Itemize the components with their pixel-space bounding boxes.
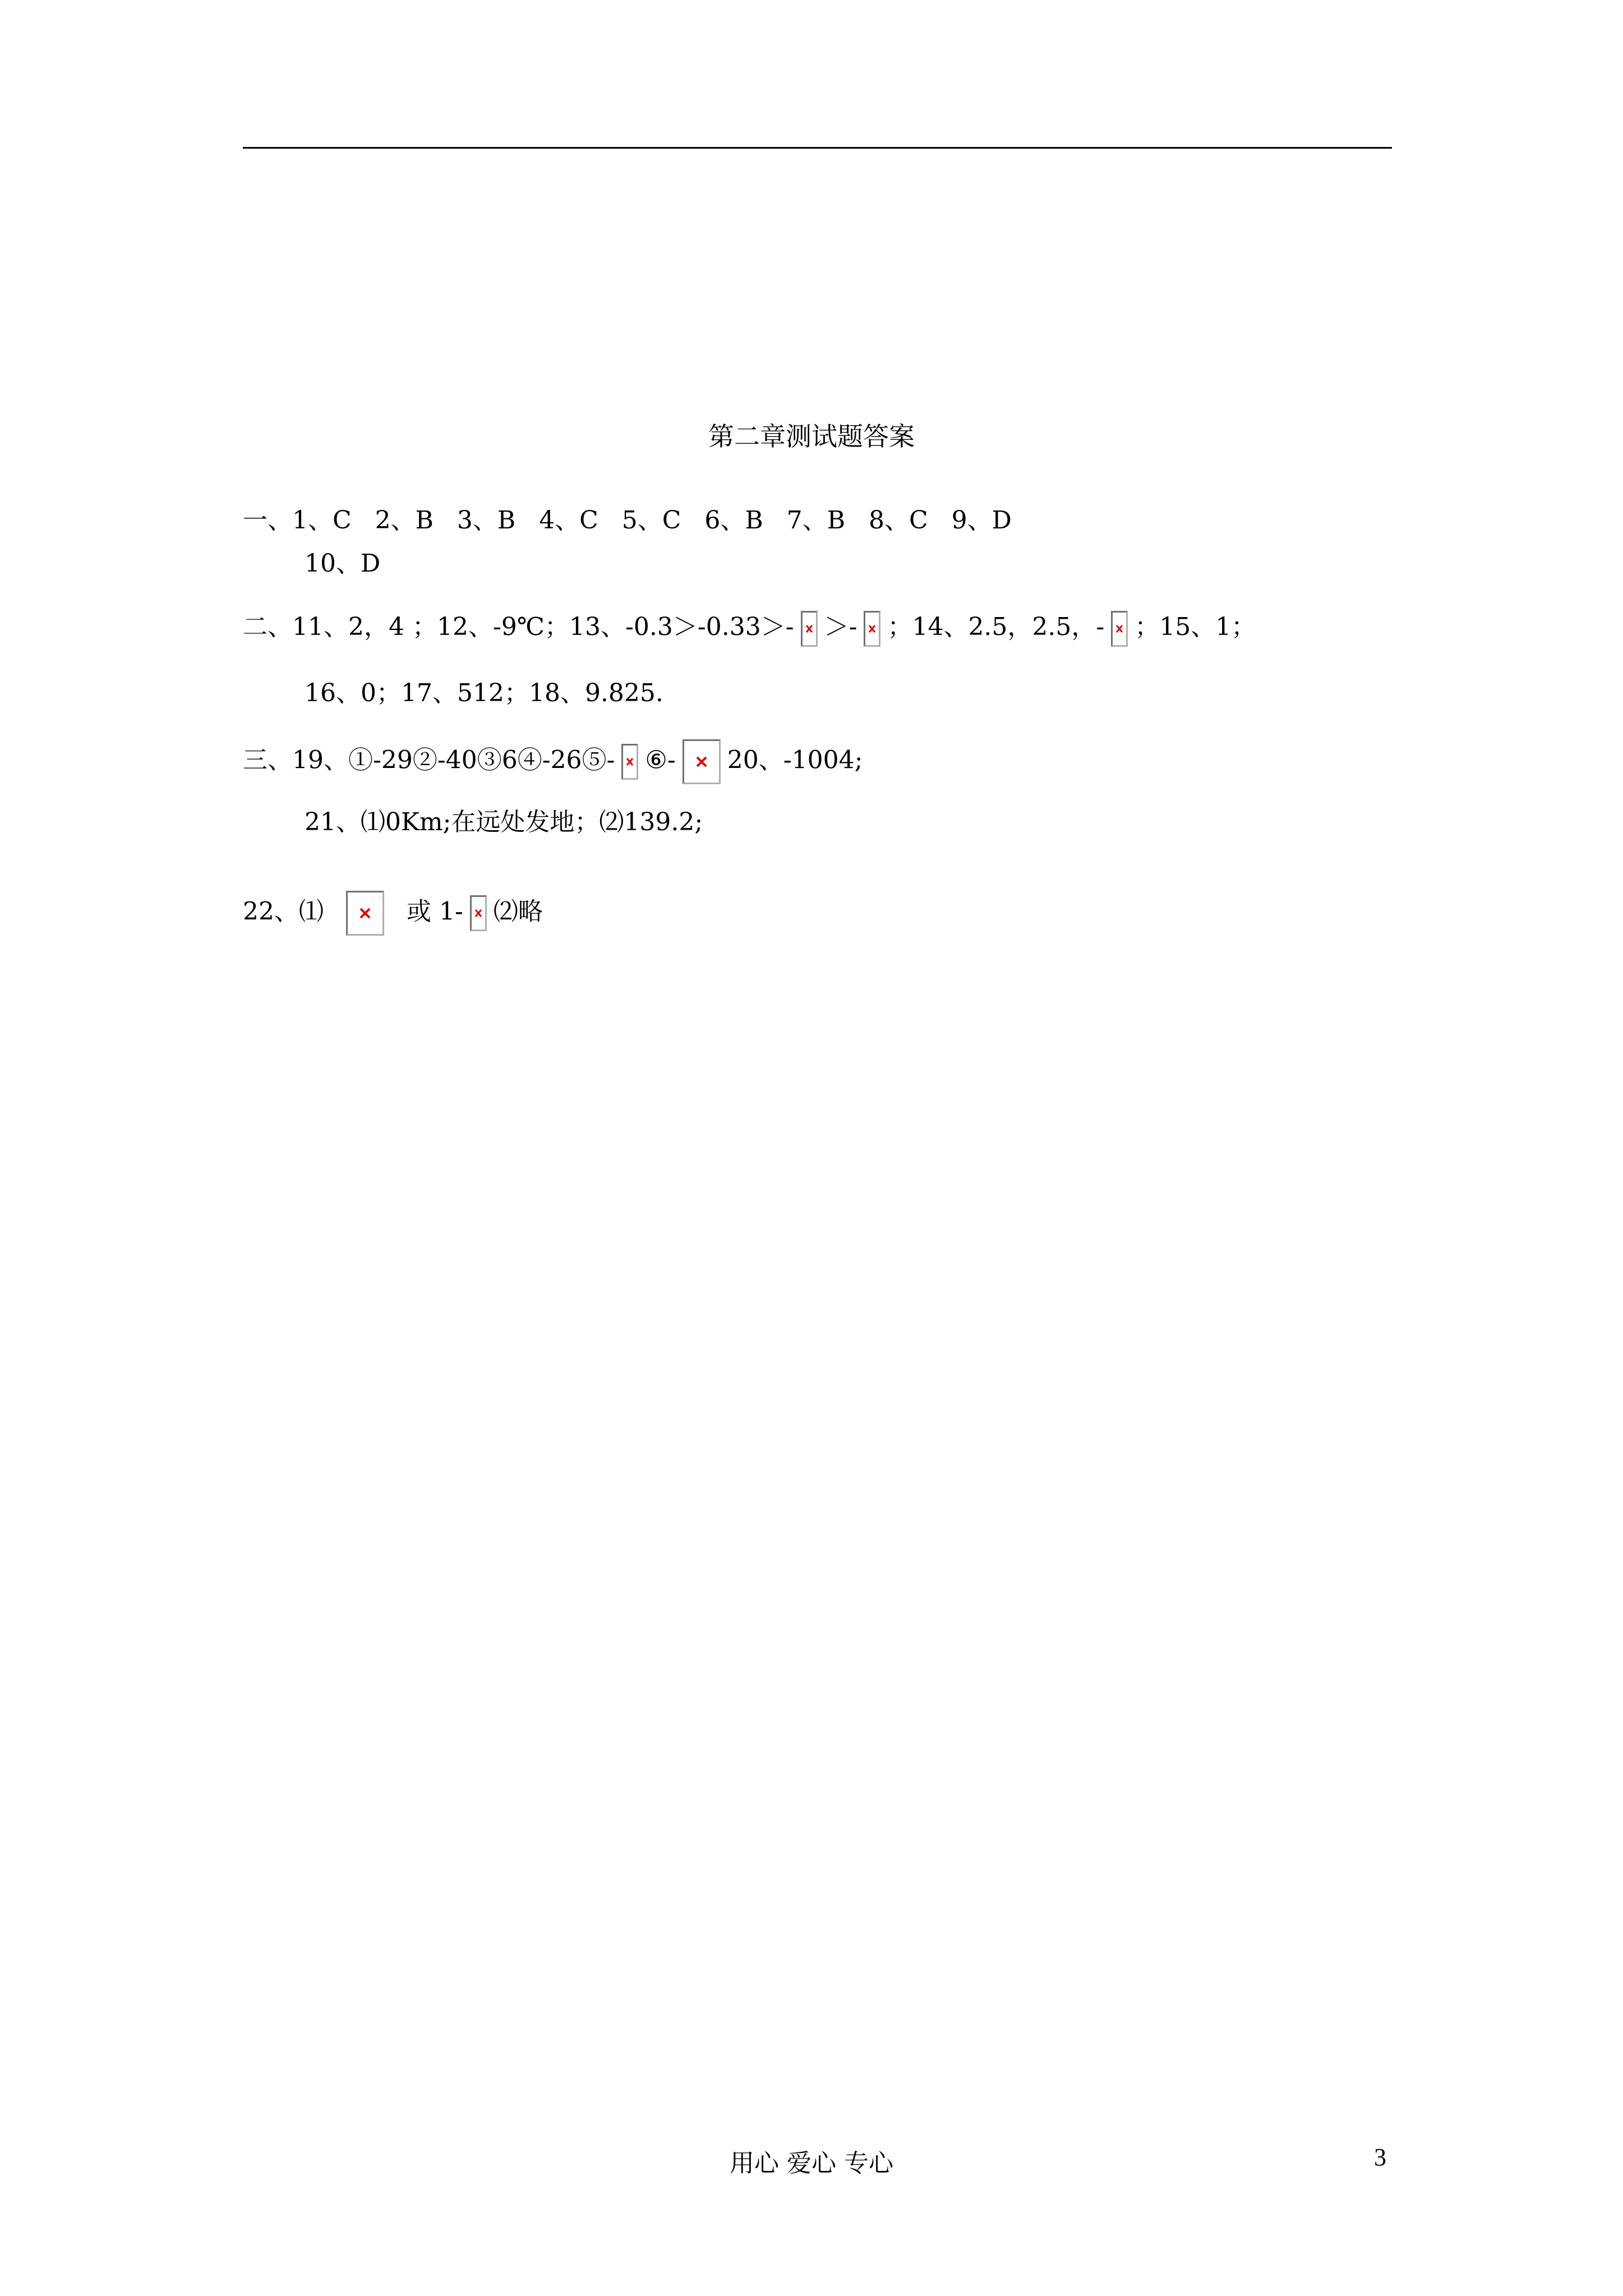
page-number: 3 <box>1374 2143 1386 2171</box>
answer-text: 21、⑴0Km;在远处发地；⑵139.2; <box>305 808 703 836</box>
answer-text: 20、-1004; <box>727 746 863 775</box>
answer-text: 三、19、①-29②-40③6④-26⑤- <box>243 746 615 775</box>
answer-text: ＞- <box>824 613 857 641</box>
answer-text: 或 1- <box>407 897 463 926</box>
answer-line-5 <box>243 739 863 784</box>
answer-text: 16、0；17、512；18、9.825. <box>305 679 663 707</box>
broken-image-icon <box>683 739 721 784</box>
broken-image-icon <box>621 744 638 780</box>
footer-motto: 用心 爱心 专心 <box>730 2149 893 2178</box>
answer-line-4 <box>305 677 663 710</box>
answer-text: 10、D <box>305 549 381 578</box>
page-title: 第二章测试题答案 <box>708 421 915 452</box>
answer-text: ⑵略 <box>493 897 543 926</box>
answer-line-3 <box>243 610 1256 647</box>
broken-image-icon <box>801 611 818 647</box>
answer-line-2 <box>305 547 380 581</box>
answer-text: ；14、2.5，2.5，- <box>887 613 1105 641</box>
answer-line-6 <box>305 806 703 839</box>
answer-text: 22、⑴ <box>243 897 324 926</box>
answer-text: ；15、1； <box>1135 613 1256 641</box>
answer-text: 一、1、C 2、B 3、B 4、C 5、C 6、B 7、B 8、C 9、D <box>243 506 1012 535</box>
answer-line-7 <box>243 891 543 936</box>
answer-line-1 <box>243 504 1012 537</box>
answer-text: ⑥- <box>645 746 676 775</box>
broken-image-icon <box>470 895 487 931</box>
broken-image-icon <box>1111 611 1128 647</box>
header-rule <box>243 147 1392 149</box>
broken-image-icon <box>864 611 880 647</box>
answer-text: 二、11、2，4 ；12、-9℃；13、-0.3＞-0.33＞- <box>243 613 794 641</box>
broken-image-icon <box>346 891 384 936</box>
